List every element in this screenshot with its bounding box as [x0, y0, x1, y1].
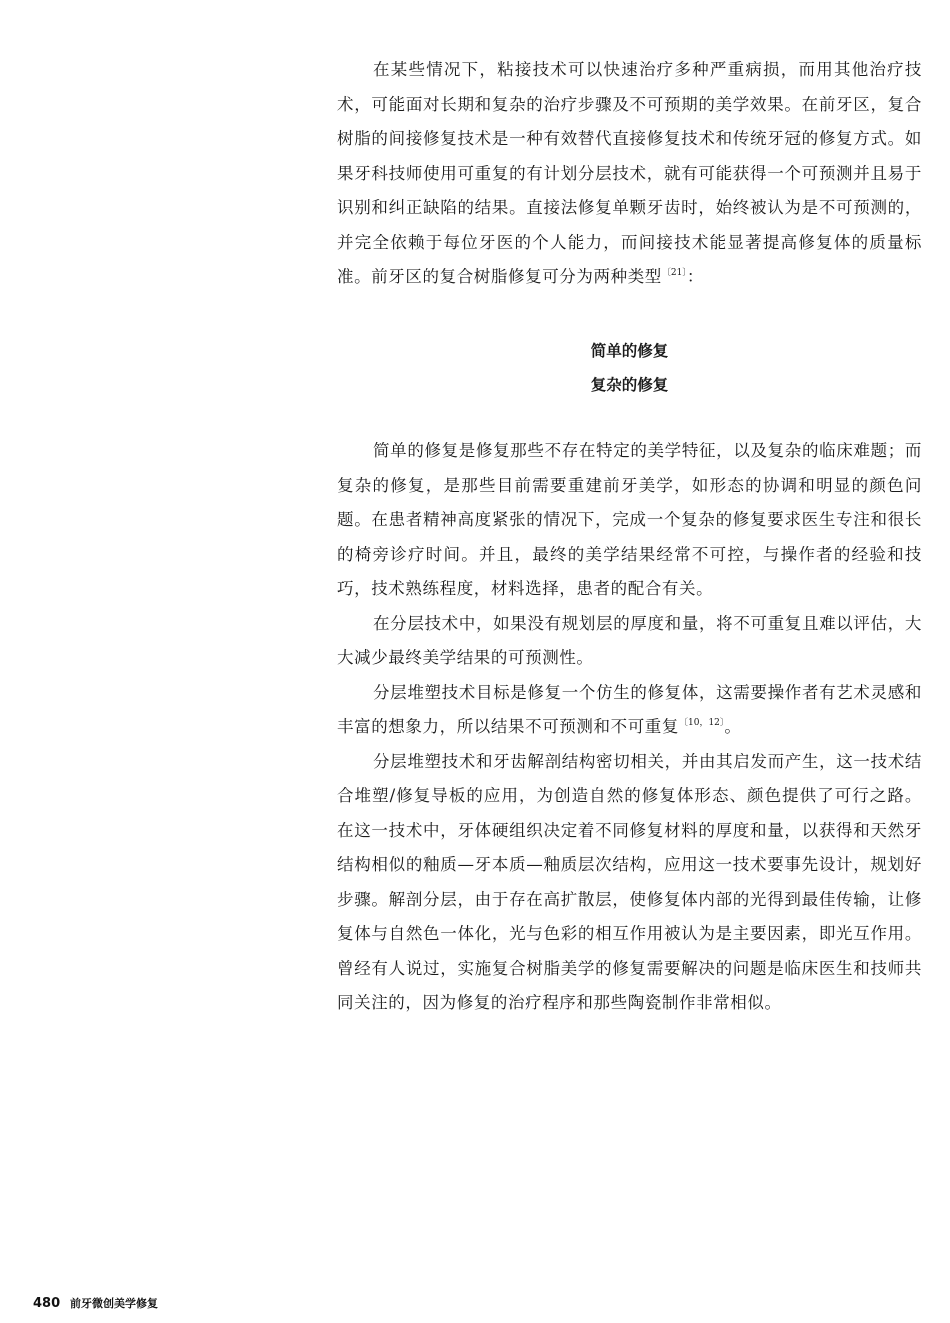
body-section [337, 434, 922, 1021]
intro-tail: ： [686, 267, 704, 286]
body-paragraph-1: 简单的修复是修复那些不存在特定的美学特征，以及复杂的临床难题；而复杂的修复，是那些目前需要重建前牙美学，如形态的协调和明显的颜色问题。在患者精神高度紧张的情况下，完成一个复杂的修复要求医生专注和很长的椅旁诊疗时间。并且，最终的美学结果经常不可控，与操作者的经验和技巧，技术熟练程度，材料选择，患者的配合有关。 [337, 441, 922, 598]
p3-tail: 。 [724, 717, 742, 736]
intro-text: 在某些情况下，粘接技术可以快速治疗多种严重病损，而用其他治疗技术，可能面对长期和复杂的治疗步骤及不可预期的美学效果。在前牙区，复合树脂的间接修复技术是一种有效替代直接修复技术和传统牙冠的修复方式。如果牙科技师使用可重复的有计划分层技术，就有可能获得一个可预测并且易于识别和纠正缺陷的结果。直接法修复单颗牙齿时，始终被认为是不可预测的，并完全依赖于每位牙医的个人能力，而间接技术能显著提高修复体的质量标准。前牙区的复合树脂修复可分为两种类型 [337, 60, 922, 286]
body-paragraph-3 [337, 676, 922, 745]
page-number: 480 [33, 1296, 61, 1311]
intro-paragraph [337, 53, 922, 295]
heading-complex-restoration: 复杂的修复 [590, 376, 669, 394]
heading-simple-restoration: 简单的修复 [590, 342, 669, 360]
page-footer [33, 1295, 158, 1311]
p3-text: 分层堆塑技术目标是修复一个仿生的修复体，这需要操作者有艺术灵感和丰富的想象力，所以结果不可预测和不可重复 [337, 682, 922, 736]
citation-21: 〔21〕 [661, 268, 687, 278]
citation-10-12: 〔10，12〕 [679, 718, 725, 728]
intro-section [337, 53, 922, 295]
body-paragraph-4: 分层堆塑技术和牙齿解剖结构密切相关，并由其启发而产生，这一技术结合堆塑/修复导板的应用，为创造自然的修复体形态、颜色提供了可行之路。在这一技术中，牙体硬组织决定着不同修复材料的厚度和量，以获得和天然牙结构相似的釉质—牙本质—釉质层次结构，应用这一技术要事先设计，规划好步骤。解剖分层，由于存在高扩散层，使修复体内部的光得到最佳传输，让修复体与自然色一体化，光与色彩的相互作用被认为是主要因素，即光互作用。曾经有人说过，实施复合树脂美学的修复需要解决的问题是临床医生和技师共同关注的，因为修复的治疗程序和那些陶瓷制作非常相似。 [337, 751, 922, 1012]
book-title: 前牙微创美学修复 [69, 1297, 158, 1310]
restoration-types-list [337, 334, 922, 402]
body-paragraph-2: 在分层技术中，如果没有规划层的厚度和量，将不可重复且难以评估，大大减少最终美学结果的可预测性。 [337, 613, 922, 667]
